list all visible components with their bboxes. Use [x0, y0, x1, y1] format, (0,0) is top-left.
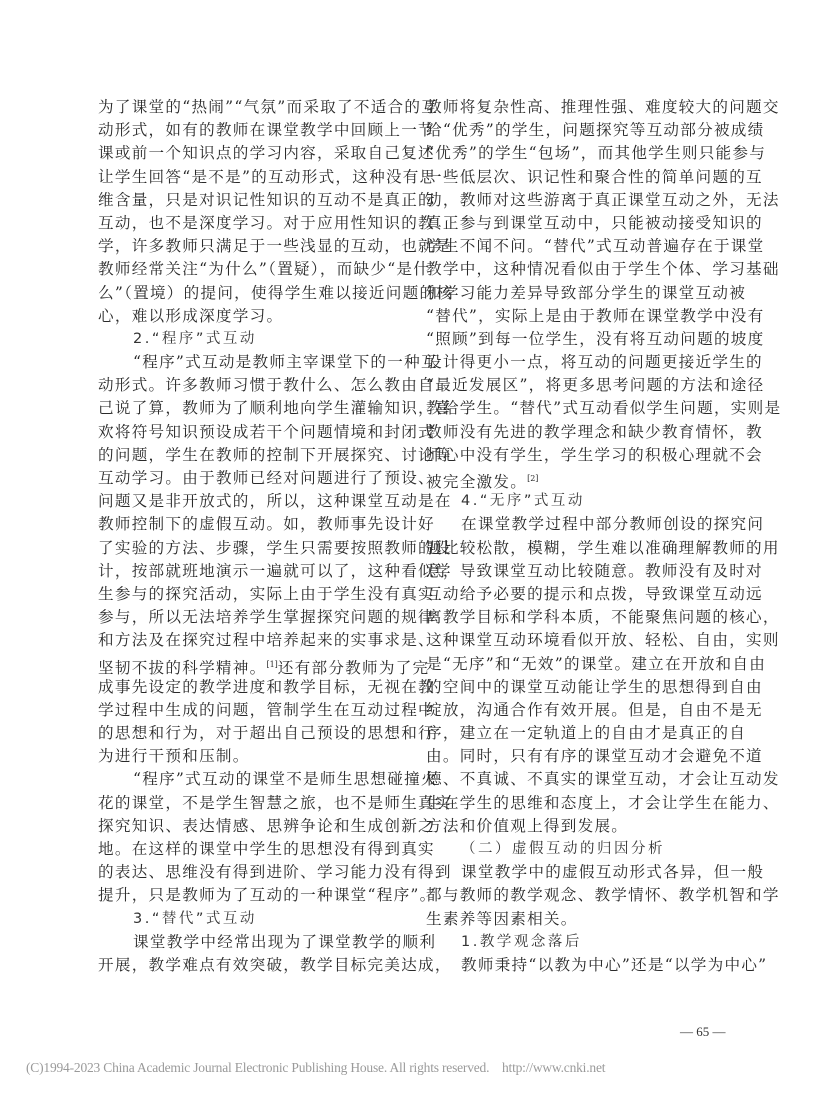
text-line — [98, 513, 435, 536]
text-line — [98, 235, 452, 258]
text-line — [98, 629, 435, 652]
line-text: 提升，只是教师为了互动的一种课堂“程序”。 — [98, 886, 437, 905]
line-text: 问题又是非开放式的，所以，这种课堂互动是在 — [98, 492, 452, 511]
text-line — [426, 166, 763, 189]
line-text: 德、不真诚、不真实的课堂互动，才会让互动发 — [426, 770, 780, 789]
line-text: 地。在这样的课堂中学生的思想没有得到真实 — [98, 840, 435, 858]
text-line — [98, 537, 452, 560]
text-line — [98, 421, 435, 444]
text-line — [98, 189, 435, 212]
line-text: 学，许多教师只满足于一些浅显的互动，也就是 — [98, 237, 452, 256]
section-heading — [426, 838, 726, 861]
line-text: 教师控制下的虚假互动。如，教师事先设计好 — [98, 515, 435, 534]
text-line — [426, 467, 726, 490]
section-heading — [426, 931, 726, 954]
line-text: 了实验的方法、步骤，学生只需要按照教师的设 — [98, 538, 452, 557]
line-text: 维含量，只是对识记性知识的互动不是真正的 — [98, 190, 435, 209]
text-line — [426, 676, 763, 699]
line-text: 课或前一个知识点的学习内容，采取自己复述 — [98, 144, 435, 163]
line-text: 学过程中生成的问题，管制学生在互动过程中 — [98, 700, 435, 719]
text-line — [98, 884, 437, 907]
line-text: “优秀”的学生“包场”，而其他学生则只能参与 — [426, 144, 767, 163]
line-text: 被完全激发。 — [426, 473, 528, 491]
line-text: 方法和价值观上得到发展。 — [426, 816, 629, 835]
text-line — [98, 397, 452, 420]
line-text: 题比较松散，模糊，学生难以准确理解教师的用 — [426, 538, 780, 557]
line-text: 是“无序”和“无效”的课堂。建立在开放和自由 — [426, 654, 767, 673]
text-line — [426, 606, 780, 629]
text-line — [98, 583, 435, 606]
text-line — [426, 583, 763, 606]
line-text: 己说了算，教师为了顺利地向学生灌输知识，喜 — [98, 399, 452, 418]
line-text: 还有部分教师为了完 — [277, 658, 430, 677]
line-text: “程序”式互动是教师主宰课堂下的一种互 — [133, 353, 438, 372]
text-line — [426, 421, 763, 444]
text-line — [426, 119, 765, 142]
line-text: 教师将复杂性高、推理性强、难度较大的问题交 — [426, 98, 780, 116]
text-line — [98, 931, 437, 954]
text-line — [426, 653, 767, 676]
text-line — [426, 235, 765, 258]
line-text: 生在学生的思维和态度上，才会让学生在能力、 — [426, 793, 780, 812]
line-text: 成事先设定的教学进度和教学目标，无视在教 — [98, 677, 435, 696]
line-text: 计，按部就班地演示一遍就可以了，这种看似学 — [98, 561, 452, 580]
text-line — [426, 884, 780, 907]
line-text: 由。同时，只有有序的课堂互动才会避免不道 — [426, 747, 763, 766]
line-text: “照顾”到每一位学生，没有将互动问题的坡度 — [426, 329, 765, 348]
text-line — [98, 119, 435, 142]
text-line — [426, 908, 726, 931]
line-text: 都与教师的教学观念、教学情怀、教学机智和学 — [426, 886, 780, 905]
text-line — [98, 444, 452, 467]
line-text: 花的课堂，不是学生智慧之旅，也不是师生真实 — [98, 793, 452, 812]
text-line — [426, 96, 780, 119]
line-text: 为进行干预和压制。 — [98, 747, 250, 766]
line-text: 互动，也不是深度学习。对于应用性知识的教 — [98, 213, 435, 232]
line-text: 生参与的探究活动，实际上由于学生没有真实 — [98, 584, 435, 603]
line-text: 心，难以形成深度学习。 — [98, 306, 284, 325]
line-text: 让学生回答“是不是”的互动形式，这种没有思 — [98, 167, 437, 186]
line-text: 离教学目标和学科本质，不能聚焦问题的核心， — [426, 608, 780, 627]
line-text: 教师经常关注“为什么”（置疑），而缺少“是什 — [98, 260, 431, 279]
text-line — [98, 954, 452, 977]
text-line — [98, 467, 435, 490]
text-line — [426, 815, 726, 838]
text-line — [98, 166, 437, 189]
line-text: 一些低层次、识记性和聚合性的简单问题的互 — [426, 167, 763, 186]
text-line — [98, 305, 398, 328]
line-text: 教学中，这种情况看似由于学生个体、学习基础 — [426, 260, 780, 279]
line-text: 的表达、思维没有得到进阶、学习能力没有得到 — [98, 863, 452, 882]
text-line — [98, 96, 439, 119]
text-line — [426, 258, 780, 281]
text-line — [426, 560, 763, 583]
text-line — [98, 258, 431, 281]
line-text: “替代”，实际上是由于教师在课堂教学中没有 — [426, 306, 765, 325]
line-text: 1.教学观念落后 — [461, 933, 582, 950]
line-text: 欢将符号知识预设成若干个问题情境和封闭式 — [98, 422, 435, 441]
line-text: 意，导致课堂互动比较随意。教师没有及时对 — [426, 561, 763, 580]
text-line — [98, 606, 435, 629]
line-text: 绽放，沟通合作有效开展。但是，自由不是无 — [426, 700, 763, 719]
text-line — [98, 490, 452, 513]
line-text: 和方法及在探究过程中培养起来的实事求是、 — [98, 631, 435, 650]
line-text: 动，教师对这些游离于真正课堂互动之外，无法 — [426, 190, 780, 209]
text-line — [98, 722, 435, 745]
text-line — [98, 676, 435, 699]
text-line — [426, 142, 767, 165]
text-line — [426, 189, 780, 212]
line-text: 教给学生。“替代”式互动看似学生问题，实则是 — [426, 399, 782, 418]
line-text: 序，建立在一定轨道上的自由才是真正的自 — [426, 724, 747, 743]
line-text: 这种课堂互动环境看似开放、轻松、自由，实则 — [426, 631, 780, 650]
text-line — [426, 768, 780, 791]
line-text: 坚韧不拔的科学精神。 — [98, 658, 267, 677]
text-line — [426, 629, 780, 652]
text-line — [98, 838, 435, 861]
line-text: “程序”式互动的课堂不是师生思想碰撞火 — [133, 770, 438, 789]
line-text: 真正参与到课堂互动中，只能被动接受知识的 — [426, 213, 763, 232]
text-line — [98, 560, 452, 583]
text-line — [426, 212, 763, 235]
text-line — [426, 699, 763, 722]
copyright-footer: (C)1994-2023 China Academic Journal Electronic Publishing House. All rights reserved. http://www.cnki.net — [26, 1060, 606, 1075]
line-text: 在课堂教学过程中部分教师创设的探究问 — [461, 515, 765, 534]
text-line — [98, 351, 438, 374]
line-text: 4.“无序”式互动 — [461, 493, 585, 510]
line-text: 动形式，如有的教师在课堂教学中回顾上一节 — [98, 121, 435, 140]
text-line — [426, 351, 763, 374]
text-line — [426, 305, 765, 328]
line-text: “最近发展区”，将更多思考问题的方法和途径 — [426, 376, 765, 395]
line-text: 课堂教学中的虚假互动形式各异，但一般 — [461, 863, 765, 882]
text-line — [98, 861, 452, 884]
text-line — [426, 954, 768, 977]
text-line — [426, 537, 780, 560]
line-text: 师心中没有学生，学生学习的积极心理就不会 — [426, 445, 763, 464]
line-text: 生素养等因素相关。 — [426, 909, 578, 928]
line-text: 动形式。许多教师习惯于教什么、怎么教由自 — [98, 376, 435, 395]
left-column — [98, 96, 454, 977]
text-line — [426, 513, 765, 536]
line-text: 设计得更小一点，将互动的问题更接近学生的 — [426, 353, 763, 372]
line-text: 教师没有先进的教学理念和缺少教育情怀，教 — [426, 422, 763, 441]
text-line — [426, 792, 780, 815]
text-line — [426, 722, 747, 745]
text-line — [98, 374, 435, 397]
text-line — [98, 653, 430, 677]
line-text: 给“优秀”的学生，问题探究等互动部分被成绩 — [426, 121, 765, 140]
right-column — [426, 96, 782, 977]
text-line — [98, 212, 435, 235]
text-line — [98, 768, 438, 791]
citation-reference[interactable]: [1] — [266, 659, 278, 669]
line-text: 和学习能力差异导致部分学生的课堂互动被 — [426, 283, 747, 302]
line-text: 探究知识、表达情感、思辨争论和生成创新之 — [98, 816, 435, 835]
line-text: 教师秉持“以教为中心”还是“以学为中心” — [461, 955, 768, 974]
section-heading — [98, 908, 398, 931]
line-text: 参与，所以无法培养学生掌握探究问题的规律 — [98, 608, 435, 627]
section-heading — [98, 328, 398, 351]
text-line — [98, 142, 435, 165]
text-line — [426, 444, 763, 467]
line-text: 的问题，学生在教师的控制下开展探究、讨论等 — [98, 445, 452, 464]
line-text: 的空间中的课堂互动能让学生的思想得到自由 — [426, 677, 763, 696]
line-text: 互动给予必要的提示和点拨，导致课堂互动远 — [426, 584, 763, 603]
text-line — [426, 861, 765, 884]
text-line — [98, 282, 454, 305]
line-text: 为了课堂的“热闹”“气氛”而采取了不适合的互 — [98, 98, 439, 116]
text-line — [98, 699, 435, 722]
line-text: 3.“替代”式互动 — [133, 910, 257, 927]
line-text: 2.“程序”式互动 — [133, 330, 257, 347]
text-line — [426, 282, 747, 305]
line-text: 学生不闻不问。“替代”式互动普遍存在于课堂 — [426, 237, 765, 256]
section-heading — [426, 490, 726, 513]
citation-reference[interactable]: [2] — [527, 474, 539, 483]
text-line — [98, 815, 435, 838]
line-text: （二）虚假互动的归因分析 — [461, 841, 665, 857]
text-line — [426, 397, 782, 420]
line-text: 么”（置境）的提问，使得学生难以接近问题的核 — [98, 283, 454, 302]
line-text: 的思想和行为，对于超出自己预设的思想和行 — [98, 724, 435, 743]
text-line — [426, 328, 765, 351]
line-text: 开展，教学难点有效突破，教学目标完美达成， — [98, 955, 452, 974]
text-line — [98, 745, 398, 768]
page-number: — 65 — — [680, 1024, 726, 1039]
text-line — [426, 745, 763, 768]
text-line — [98, 792, 452, 815]
line-text: 互动学习。由于教师已经对问题进行了预设、 — [98, 469, 435, 487]
text-line — [426, 374, 765, 397]
line-text: 课堂教学中经常出现为了课堂教学的顺利 — [133, 932, 437, 951]
